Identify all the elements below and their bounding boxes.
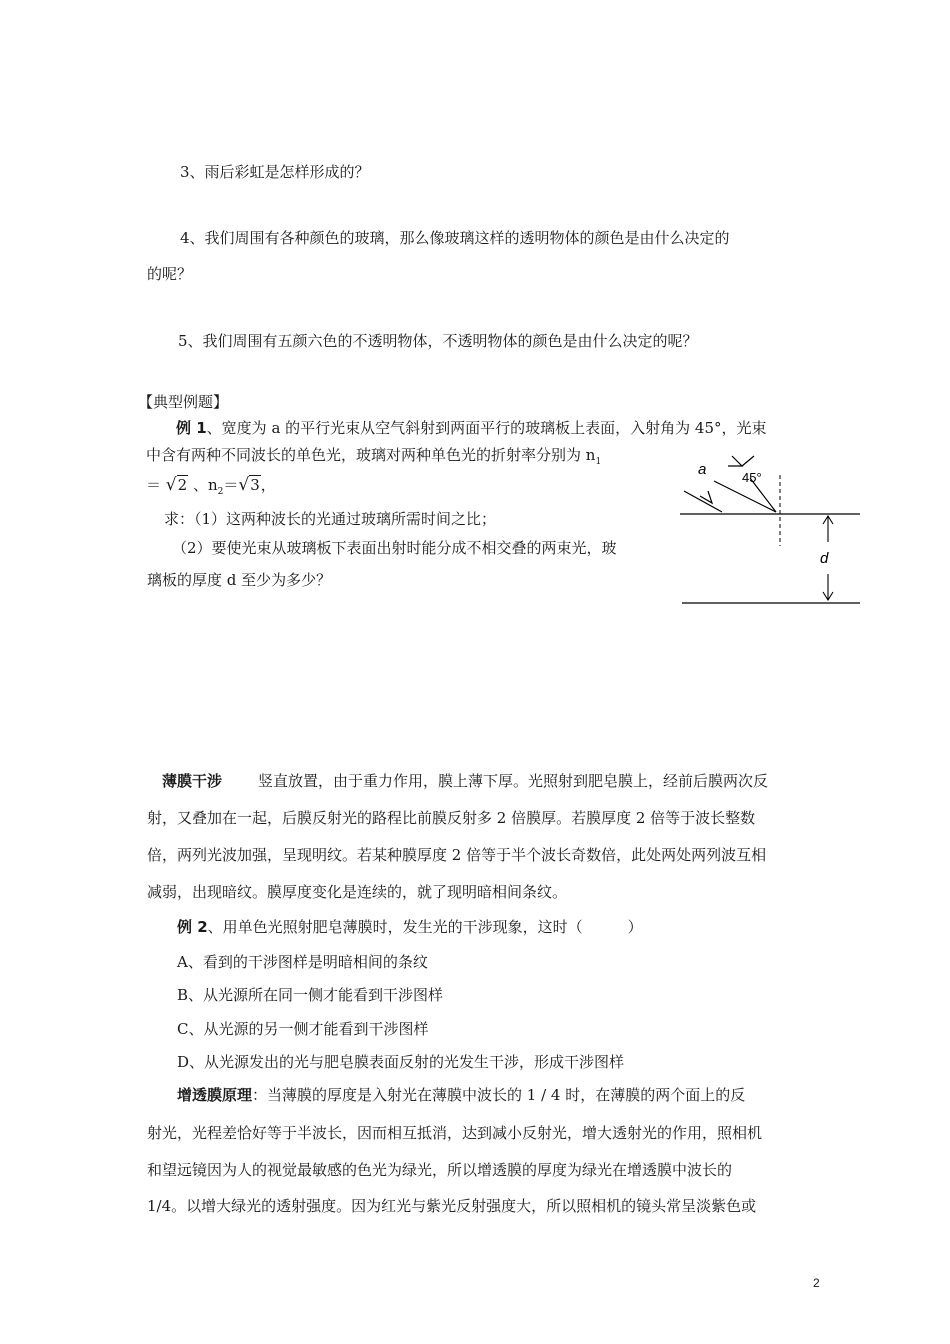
label-a: a — [698, 461, 707, 478]
example-1-text: 、宽度为 a 的平行光束从空气斜射到两面平行的玻璃板上表面，入射角为 45°，光束 — [206, 419, 767, 437]
glass-plate-diagram — [670, 440, 870, 610]
thin-film-line2: 射，又叠加在一起，后膜反射光的路程比前膜反射多 2 倍膜厚。若膜厚度 2 倍等于波长整数 — [147, 809, 756, 827]
question-4-line2: 的呢？ — [147, 265, 193, 283]
antireflection-title: 增透膜原理 — [177, 1086, 253, 1104]
example-1-label: 例 1 — [176, 419, 207, 437]
n2-prefix: 、n — [192, 476, 218, 494]
section-heading: 【典型例题】 — [138, 393, 229, 411]
sqrt-2: √2 — [165, 475, 188, 495]
antireflection-line3: 和望远镜因为人的视觉最敏感的色光为绿光，所以增透膜的厚度为绿光在增透膜中波长的 — [147, 1161, 733, 1179]
incident-ray-lower — [684, 491, 722, 512]
upper-ray-arrow-stem — [742, 456, 754, 466]
antireflection-text1: ：当薄膜的厚度是入射光在薄膜中波长的 1 / 4 时，在薄膜的两个面上的反 — [252, 1086, 746, 1104]
example-1-ask2-line2: 璃板的厚度 d 至少为多少？ — [147, 571, 332, 589]
antireflection-line1 — [177, 1085, 745, 1105]
option-b: B、从光源所在同一侧才能看到干涉图样 — [177, 986, 444, 1004]
example-1-text2: 中含有两种不同波长的单色光，玻璃对两种单色光的折射率分别为 n — [146, 446, 596, 464]
sqrt-3: √3 — [238, 475, 260, 495]
n1-subscript: 1 — [595, 457, 602, 467]
label-angle: 45° — [742, 470, 762, 485]
option-d: D、从光源发出的光与肥皂膜表面反射的光发生干涉，形成干涉图样 — [177, 1053, 625, 1071]
thin-film-line3: 倍，两列光波加强，呈现明纹。若某种膜厚度 2 倍等于半个波长奇数倍，此处两处两列波互相 — [147, 846, 767, 864]
example-1-line1 — [176, 418, 767, 438]
thin-film-line4: 减弱，出现暗纹。膜厚度变化是连续的，就了现明暗相间条纹。 — [147, 883, 568, 901]
option-a: A、看到的干涉图样是明暗相间的条纹 — [177, 953, 428, 971]
antireflection-line2: 射光，光程差恰好等于半波长，因而相互抵消，达到减小反射光，增大透射光的作用，照相机 — [147, 1124, 763, 1142]
thin-film-line1 — [162, 771, 768, 791]
option-c: C、从光源的另一侧才能看到干涉图样 — [177, 1020, 429, 1038]
question-3: 3、雨后彩虹是怎样形成的？ — [180, 163, 370, 181]
page-number: 2 — [813, 1276, 820, 1290]
example-1-ask2-line1: （2）要使光束从玻璃板下表面出射时能分成不相交叠的两束光，玻 — [172, 539, 617, 557]
thin-film-text1: 竖直放置，由于重力作用，膜上薄下厚。光照射到肥皂膜上，经前后膜两次反 — [258, 772, 769, 790]
line-tail: ， — [260, 476, 276, 494]
sqrt-2-value: 2 — [177, 476, 188, 494]
example-1-line2 — [146, 445, 601, 472]
example-2-stem — [177, 917, 643, 937]
eq-sign-1: ＝ — [146, 476, 162, 494]
eq-sign-2: ＝ — [223, 476, 239, 494]
label-d: d — [820, 550, 829, 567]
question-4-line1: 4、我们周围有各种颜色的玻璃，那么像玻璃这样的透明物体的颜色是由什么决定的 — [180, 229, 730, 247]
n2-subscript: 2 — [217, 487, 224, 497]
example-2-text: 、用单色光照射肥皂薄膜时，发生光的干涉现象，这时（ ） — [207, 918, 643, 936]
arrow-upper-ray-icon — [728, 456, 742, 466]
example-2-label: 例 2 — [177, 918, 208, 936]
example-1-line3 — [146, 475, 276, 502]
antireflection-line4: 1/4。以增大绿光的透射强度。因为红光与紫光反射强度大，所以照相机的镜头常呈淡紫色或 — [147, 1197, 757, 1215]
question-5: 5、我们周围有五颜六色的不透明物体，不透明物体的颜色是由什么决定的呢？ — [178, 332, 698, 350]
example-1-ask1: 求：（1）这两种波长的光通过玻璃所需时间之比； — [164, 510, 497, 528]
sqrt-3-value: 3 — [250, 476, 260, 494]
thin-film-title: 薄膜干涉 — [162, 772, 223, 790]
incident-ray-upper — [714, 481, 776, 512]
